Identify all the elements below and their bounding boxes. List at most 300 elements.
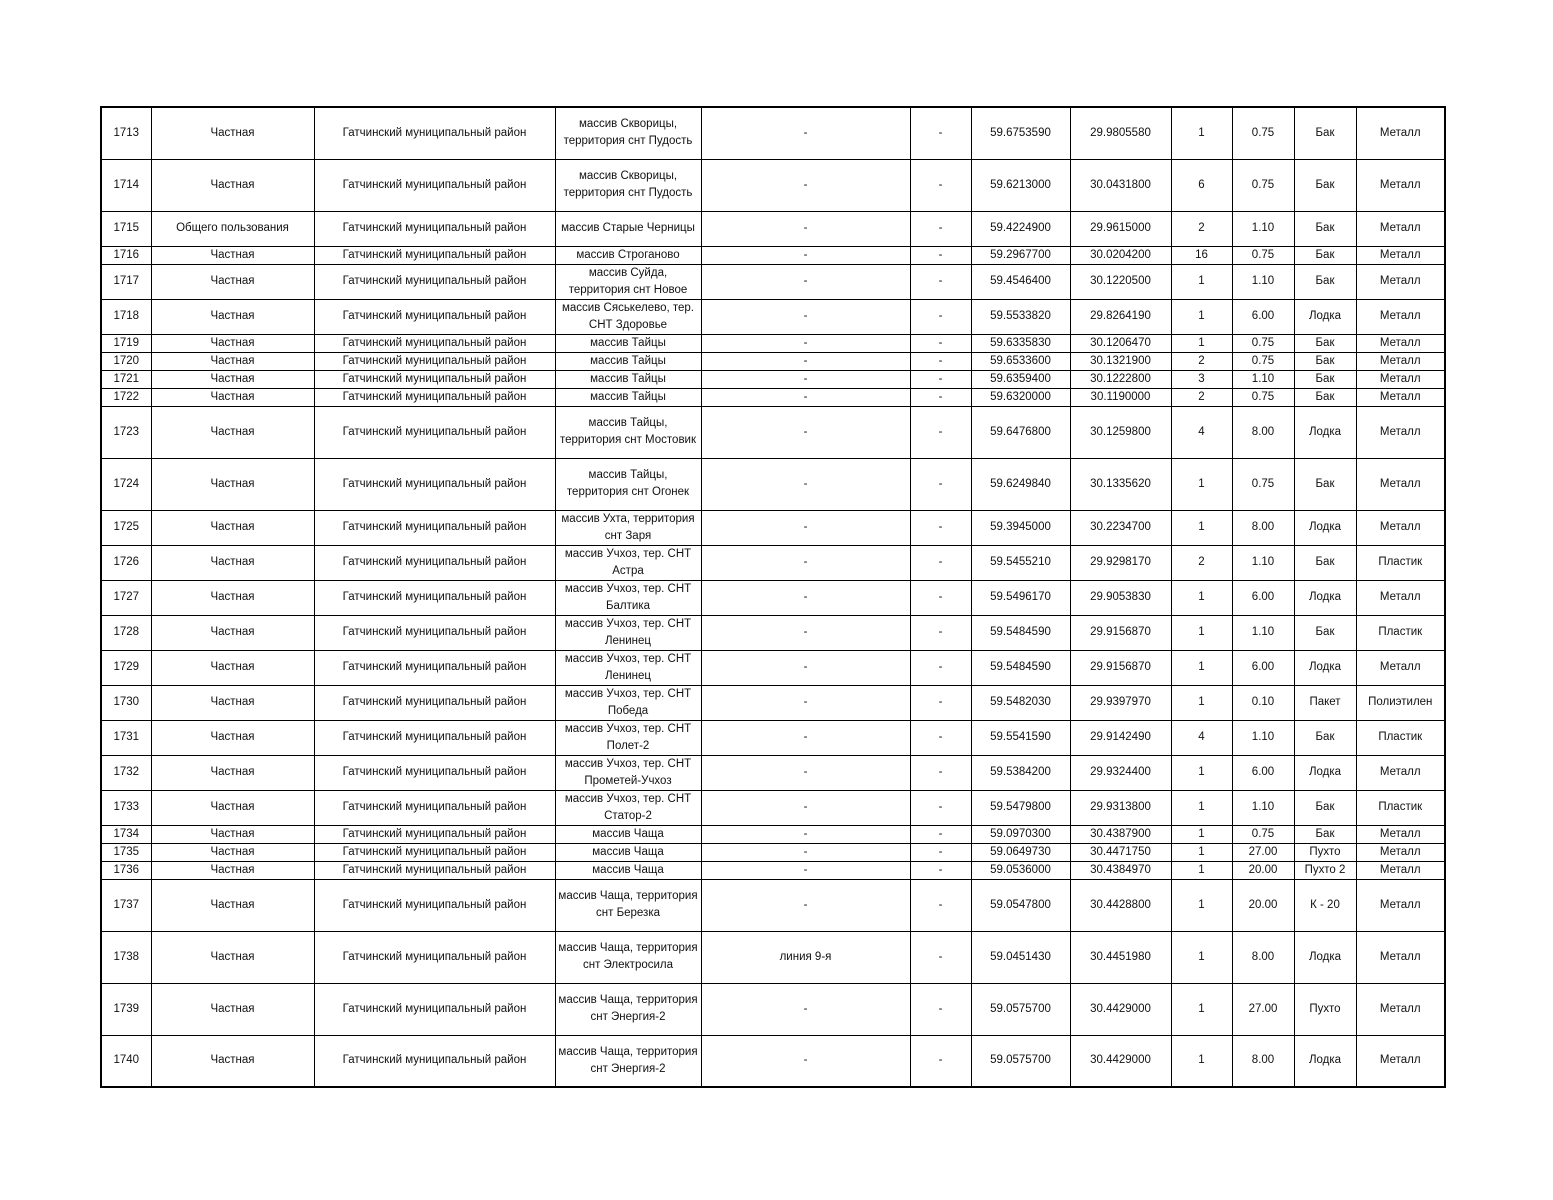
cell-row-number: 1716	[101, 246, 151, 264]
cell-volume: 27.00	[1232, 843, 1294, 861]
cell-location: массив Тайцы	[555, 370, 701, 388]
cell-location: массив Старые Черницы	[555, 211, 701, 246]
cell-container-count: 1	[1171, 931, 1232, 983]
cell-volume: 27.00	[1232, 983, 1294, 1035]
cell-volume: 6.00	[1232, 580, 1294, 615]
cell-house: -	[910, 790, 971, 825]
cell-container-count: 1	[1171, 107, 1232, 159]
cell-row-number: 1726	[101, 545, 151, 580]
cell-latitude: 59.0970300	[971, 825, 1070, 843]
cell-row-number: 1719	[101, 334, 151, 352]
cell-container-type: Бак	[1294, 107, 1356, 159]
cell-house: -	[910, 264, 971, 299]
cell-longitude: 30.4387900	[1070, 825, 1171, 843]
cell-container-count: 1	[1171, 264, 1232, 299]
cell-longitude: 30.1321900	[1070, 352, 1171, 370]
cell-street: -	[701, 388, 910, 406]
cell-ownership: Частная	[151, 264, 314, 299]
table-row	[101, 406, 1445, 458]
table-row	[101, 983, 1445, 1035]
cell-material: Металл	[1356, 983, 1445, 1035]
cell-location: массив Строганово	[555, 246, 701, 264]
cell-ownership: Частная	[151, 388, 314, 406]
cell-longitude: 29.9397970	[1070, 685, 1171, 720]
table-row	[101, 580, 1445, 615]
cell-container-type: Лодка	[1294, 510, 1356, 545]
table-row	[101, 879, 1445, 931]
cell-ownership: Частная	[151, 755, 314, 790]
cell-container-type: Бак	[1294, 211, 1356, 246]
cell-material: Пластик	[1356, 720, 1445, 755]
cell-longitude: 30.0204200	[1070, 246, 1171, 264]
cell-volume: 6.00	[1232, 755, 1294, 790]
table-row	[101, 352, 1445, 370]
cell-house: -	[910, 246, 971, 264]
cell-house: -	[910, 615, 971, 650]
cell-longitude: 30.4429000	[1070, 983, 1171, 1035]
cell-location: массив Ухта, территория снт Заря	[555, 510, 701, 545]
cell-container-type: Лодка	[1294, 406, 1356, 458]
cell-container-type: Бак	[1294, 790, 1356, 825]
cell-longitude: 30.4428800	[1070, 879, 1171, 931]
cell-row-number: 1725	[101, 510, 151, 545]
cell-district: Гатчинский муниципальный район	[314, 211, 555, 246]
cell-latitude: 59.0536000	[971, 861, 1070, 879]
cell-container-type: Бак	[1294, 264, 1356, 299]
cell-ownership: Частная	[151, 352, 314, 370]
cell-row-number: 1734	[101, 825, 151, 843]
cell-location: массив Тайцы, территория снт Мостовик	[555, 406, 701, 458]
cell-street: -	[701, 861, 910, 879]
cell-ownership: Частная	[151, 825, 314, 843]
cell-street: -	[701, 458, 910, 510]
cell-longitude: 30.1220500	[1070, 264, 1171, 299]
cell-latitude: 59.2967700	[971, 246, 1070, 264]
cell-location: массив Тайцы	[555, 388, 701, 406]
cell-ownership: Частная	[151, 685, 314, 720]
cell-location: массив Чаща, территория снт Энергия-2	[555, 1035, 701, 1087]
cell-latitude: 59.5484590	[971, 650, 1070, 685]
cell-district: Гатчинский муниципальный район	[314, 352, 555, 370]
cell-location: массив Тайцы	[555, 334, 701, 352]
cell-street: -	[701, 510, 910, 545]
cell-container-count: 4	[1171, 406, 1232, 458]
cell-street: -	[701, 352, 910, 370]
cell-latitude: 59.6249840	[971, 458, 1070, 510]
cell-house: -	[910, 755, 971, 790]
cell-ownership: Частная	[151, 1035, 314, 1087]
cell-row-number: 1721	[101, 370, 151, 388]
cell-ownership: Частная	[151, 159, 314, 211]
cell-container-type: Бак	[1294, 720, 1356, 755]
cell-longitude: 29.9324400	[1070, 755, 1171, 790]
table-row	[101, 107, 1445, 159]
cell-row-number: 1738	[101, 931, 151, 983]
cell-house: -	[910, 370, 971, 388]
cell-container-count: 3	[1171, 370, 1232, 388]
cell-street: -	[701, 545, 910, 580]
cell-container-count: 1	[1171, 510, 1232, 545]
cell-row-number: 1737	[101, 879, 151, 931]
cell-district: Гатчинский муниципальный район	[314, 159, 555, 211]
cell-house: -	[910, 406, 971, 458]
cell-material: Пластик	[1356, 545, 1445, 580]
cell-location: массив Учхоз, тер. СНТ Статор-2	[555, 790, 701, 825]
table-row	[101, 334, 1445, 352]
cell-material: Металл	[1356, 370, 1445, 388]
cell-house: -	[910, 211, 971, 246]
cell-volume: 0.75	[1232, 334, 1294, 352]
cell-district: Гатчинский муниципальный район	[314, 843, 555, 861]
cell-latitude: 59.4546400	[971, 264, 1070, 299]
cell-latitude: 59.5482030	[971, 685, 1070, 720]
cell-container-count: 16	[1171, 246, 1232, 264]
cell-street: -	[701, 299, 910, 334]
cell-material: Металл	[1356, 755, 1445, 790]
table-row	[101, 1035, 1445, 1087]
cell-house: -	[910, 861, 971, 879]
cell-ownership: Частная	[151, 580, 314, 615]
cell-ownership: Общего пользования	[151, 211, 314, 246]
cell-container-count: 1	[1171, 879, 1232, 931]
cell-latitude: 59.0575700	[971, 983, 1070, 1035]
cell-container-type: Пухто	[1294, 983, 1356, 1035]
cell-row-number: 1717	[101, 264, 151, 299]
cell-street: -	[701, 650, 910, 685]
cell-longitude: 30.1335620	[1070, 458, 1171, 510]
cell-row-number: 1722	[101, 388, 151, 406]
cell-district: Гатчинский муниципальный район	[314, 755, 555, 790]
cell-street: -	[701, 334, 910, 352]
cell-longitude: 29.9615000	[1070, 211, 1171, 246]
cell-container-count: 1	[1171, 650, 1232, 685]
cell-longitude: 29.9805580	[1070, 107, 1171, 159]
cell-material: Пластик	[1356, 790, 1445, 825]
cell-volume: 0.75	[1232, 107, 1294, 159]
cell-district: Гатчинский муниципальный район	[314, 107, 555, 159]
cell-ownership: Частная	[151, 843, 314, 861]
cell-ownership: Частная	[151, 545, 314, 580]
cell-container-type: Бак	[1294, 388, 1356, 406]
cell-row-number: 1715	[101, 211, 151, 246]
table-row	[101, 370, 1445, 388]
cell-street: -	[701, 843, 910, 861]
cell-street: -	[701, 1035, 910, 1087]
cell-location: массив Учхоз, тер. СНТ Ленинец	[555, 650, 701, 685]
cell-latitude: 59.6476800	[971, 406, 1070, 458]
cell-street: -	[701, 580, 910, 615]
cell-container-count: 1	[1171, 825, 1232, 843]
cell-material: Металл	[1356, 299, 1445, 334]
cell-location: массив Тайцы, территория снт Огонек	[555, 458, 701, 510]
cell-volume: 0.75	[1232, 159, 1294, 211]
cell-volume: 0.75	[1232, 825, 1294, 843]
cell-district: Гатчинский муниципальный район	[314, 650, 555, 685]
cell-row-number: 1720	[101, 352, 151, 370]
cell-house: -	[910, 510, 971, 545]
cell-street: -	[701, 685, 910, 720]
cell-volume: 8.00	[1232, 406, 1294, 458]
cell-district: Гатчинский муниципальный район	[314, 879, 555, 931]
table-row	[101, 790, 1445, 825]
cell-house: -	[910, 352, 971, 370]
cell-longitude: 30.4471750	[1070, 843, 1171, 861]
cell-street: -	[701, 879, 910, 931]
cell-volume: 0.75	[1232, 246, 1294, 264]
cell-container-count: 6	[1171, 159, 1232, 211]
cell-district: Гатчинский муниципальный район	[314, 458, 555, 510]
cell-house: -	[910, 931, 971, 983]
cell-location: массив Чаща, территория снт Энергия-2	[555, 983, 701, 1035]
cell-material: Металл	[1356, 388, 1445, 406]
cell-ownership: Частная	[151, 790, 314, 825]
cell-material: Металл	[1356, 406, 1445, 458]
cell-latitude: 59.0575700	[971, 1035, 1070, 1087]
cell-ownership: Частная	[151, 879, 314, 931]
cell-container-count: 2	[1171, 388, 1232, 406]
cell-district: Гатчинский муниципальный район	[314, 861, 555, 879]
cell-house: -	[910, 299, 971, 334]
cell-volume: 6.00	[1232, 650, 1294, 685]
cell-row-number: 1724	[101, 458, 151, 510]
cell-volume: 1.10	[1232, 720, 1294, 755]
cell-volume: 1.10	[1232, 370, 1294, 388]
cell-longitude: 30.4384970	[1070, 861, 1171, 879]
cell-material: Металл	[1356, 931, 1445, 983]
cell-location: массив Скворицы, территория снт Пудость	[555, 159, 701, 211]
cell-district: Гатчинский муниципальный район	[314, 825, 555, 843]
cell-location: массив Чаща, территория снт Березка	[555, 879, 701, 931]
cell-container-type: Пакет	[1294, 685, 1356, 720]
cell-street: -	[701, 370, 910, 388]
cell-material: Металл	[1356, 334, 1445, 352]
cell-container-type: Бак	[1294, 352, 1356, 370]
cell-longitude: 30.1259800	[1070, 406, 1171, 458]
cell-latitude: 59.0451430	[971, 931, 1070, 983]
cell-street: -	[701, 264, 910, 299]
cell-district: Гатчинский муниципальный район	[314, 1035, 555, 1087]
cell-house: -	[910, 107, 971, 159]
cell-location: массив Чаща	[555, 843, 701, 861]
cell-row-number: 1729	[101, 650, 151, 685]
cell-container-type: Лодка	[1294, 1035, 1356, 1087]
cell-location: массив Учхоз, тер. СНТ Победа	[555, 685, 701, 720]
cell-volume: 6.00	[1232, 299, 1294, 334]
cell-latitude: 59.5541590	[971, 720, 1070, 755]
cell-ownership: Частная	[151, 370, 314, 388]
cell-row-number: 1736	[101, 861, 151, 879]
cell-district: Гатчинский муниципальный район	[314, 580, 555, 615]
cell-volume: 8.00	[1232, 1035, 1294, 1087]
cell-container-type: Лодка	[1294, 931, 1356, 983]
cell-location: массив Тайцы	[555, 352, 701, 370]
cell-district: Гатчинский муниципальный район	[314, 299, 555, 334]
cell-volume: 0.10	[1232, 685, 1294, 720]
cell-ownership: Частная	[151, 510, 314, 545]
table-row	[101, 720, 1445, 755]
cell-district: Гатчинский муниципальный район	[314, 334, 555, 352]
cell-district: Гатчинский муниципальный район	[314, 615, 555, 650]
cell-longitude: 30.4429000	[1070, 1035, 1171, 1087]
cell-ownership: Частная	[151, 650, 314, 685]
cell-ownership: Частная	[151, 615, 314, 650]
cell-container-type: Лодка	[1294, 755, 1356, 790]
cell-row-number: 1730	[101, 685, 151, 720]
cell-latitude: 59.3945000	[971, 510, 1070, 545]
cell-container-count: 1	[1171, 615, 1232, 650]
cell-row-number: 1732	[101, 755, 151, 790]
cell-district: Гатчинский муниципальный район	[314, 388, 555, 406]
cell-location: массив Суйда, территория снт Новое	[555, 264, 701, 299]
cell-ownership: Частная	[151, 720, 314, 755]
cell-ownership: Частная	[151, 246, 314, 264]
cell-district: Гатчинский муниципальный район	[314, 983, 555, 1035]
cell-ownership: Частная	[151, 406, 314, 458]
cell-latitude: 59.6359400	[971, 370, 1070, 388]
cell-container-type: Бак	[1294, 458, 1356, 510]
cell-material: Металл	[1356, 510, 1445, 545]
cell-street: -	[701, 159, 910, 211]
cell-longitude: 30.2234700	[1070, 510, 1171, 545]
cell-volume: 1.10	[1232, 264, 1294, 299]
cell-street: -	[701, 211, 910, 246]
cell-location: массив Учхоз, тер. СНТ Полет-2	[555, 720, 701, 755]
cell-container-type: К - 20	[1294, 879, 1356, 931]
cell-district: Гатчинский муниципальный район	[314, 790, 555, 825]
cell-location: массив Учхоз, тер. СНТ Астра	[555, 545, 701, 580]
cell-house: -	[910, 1035, 971, 1087]
cell-volume: 0.75	[1232, 352, 1294, 370]
table-row	[101, 931, 1445, 983]
cell-container-count: 1	[1171, 790, 1232, 825]
table-row	[101, 510, 1445, 545]
cell-row-number: 1740	[101, 1035, 151, 1087]
cell-ownership: Частная	[151, 299, 314, 334]
cell-volume: 1.10	[1232, 211, 1294, 246]
table-row	[101, 615, 1445, 650]
cell-street: -	[701, 720, 910, 755]
table-row	[101, 545, 1445, 580]
cell-street: линия 9-я	[701, 931, 910, 983]
cell-material: Металл	[1356, 861, 1445, 879]
cell-volume: 0.75	[1232, 388, 1294, 406]
cell-volume: 1.10	[1232, 615, 1294, 650]
cell-longitude: 30.1206470	[1070, 334, 1171, 352]
cell-house: -	[910, 843, 971, 861]
cell-row-number: 1731	[101, 720, 151, 755]
cell-longitude: 29.8264190	[1070, 299, 1171, 334]
cell-container-type: Пухто	[1294, 843, 1356, 861]
cell-ownership: Частная	[151, 861, 314, 879]
cell-district: Гатчинский муниципальный район	[314, 246, 555, 264]
cell-container-count: 2	[1171, 545, 1232, 580]
cell-container-type: Бак	[1294, 370, 1356, 388]
cell-ownership: Частная	[151, 931, 314, 983]
cell-container-type: Бак	[1294, 159, 1356, 211]
cell-container-count: 1	[1171, 983, 1232, 1035]
cell-container-count: 1	[1171, 685, 1232, 720]
cell-longitude: 30.4451980	[1070, 931, 1171, 983]
cell-location: массив Учхоз, тер. СНТ Балтика	[555, 580, 701, 615]
table-row	[101, 388, 1445, 406]
cell-latitude: 59.6213000	[971, 159, 1070, 211]
cell-row-number: 1739	[101, 983, 151, 1035]
cell-material: Металл	[1356, 352, 1445, 370]
cell-material: Металл	[1356, 650, 1445, 685]
cell-container-type: Лодка	[1294, 580, 1356, 615]
cell-street: -	[701, 406, 910, 458]
cell-ownership: Частная	[151, 107, 314, 159]
cell-district: Гатчинский муниципальный район	[314, 685, 555, 720]
cell-container-count: 1	[1171, 458, 1232, 510]
cell-location: массив Чаща	[555, 861, 701, 879]
cell-longitude: 29.9156870	[1070, 615, 1171, 650]
cell-material: Металл	[1356, 825, 1445, 843]
cell-district: Гатчинский муниципальный район	[314, 406, 555, 458]
table-row	[101, 211, 1445, 246]
containers-table	[100, 106, 1446, 1088]
cell-volume: 20.00	[1232, 879, 1294, 931]
cell-row-number: 1714	[101, 159, 151, 211]
cell-latitude: 59.6533600	[971, 352, 1070, 370]
cell-container-type: Лодка	[1294, 299, 1356, 334]
cell-material: Металл	[1356, 264, 1445, 299]
cell-district: Гатчинский муниципальный район	[314, 545, 555, 580]
cell-row-number: 1728	[101, 615, 151, 650]
cell-row-number: 1735	[101, 843, 151, 861]
table-row	[101, 264, 1445, 299]
cell-district: Гатчинский муниципальный район	[314, 264, 555, 299]
cell-container-count: 4	[1171, 720, 1232, 755]
cell-material: Металл	[1356, 211, 1445, 246]
cell-latitude: 59.0649730	[971, 843, 1070, 861]
cell-volume: 20.00	[1232, 861, 1294, 879]
cell-house: -	[910, 825, 971, 843]
cell-longitude: 29.9142490	[1070, 720, 1171, 755]
cell-container-type: Бак	[1294, 615, 1356, 650]
cell-container-count: 1	[1171, 861, 1232, 879]
cell-latitude: 59.5484590	[971, 615, 1070, 650]
cell-volume: 8.00	[1232, 510, 1294, 545]
cell-material: Металл	[1356, 879, 1445, 931]
cell-material: Металл	[1356, 1035, 1445, 1087]
cell-street: -	[701, 107, 910, 159]
cell-container-type: Бак	[1294, 246, 1356, 264]
cell-volume: 8.00	[1232, 931, 1294, 983]
cell-house: -	[910, 720, 971, 755]
cell-volume: 0.75	[1232, 458, 1294, 510]
cell-material: Пластик	[1356, 615, 1445, 650]
table-row	[101, 650, 1445, 685]
cell-row-number: 1733	[101, 790, 151, 825]
cell-latitude: 59.6753590	[971, 107, 1070, 159]
cell-longitude: 29.9156870	[1070, 650, 1171, 685]
cell-container-count: 1	[1171, 334, 1232, 352]
cell-location: массив Учхоз, тер. СНТ Ленинец	[555, 615, 701, 650]
table-row	[101, 825, 1445, 843]
cell-container-count: 2	[1171, 211, 1232, 246]
cell-district: Гатчинский муниципальный район	[314, 720, 555, 755]
cell-ownership: Частная	[151, 334, 314, 352]
cell-house: -	[910, 580, 971, 615]
cell-container-type: Бак	[1294, 545, 1356, 580]
cell-row-number: 1718	[101, 299, 151, 334]
cell-longitude: 29.9313800	[1070, 790, 1171, 825]
cell-house: -	[910, 879, 971, 931]
cell-latitude: 59.5384200	[971, 755, 1070, 790]
cell-latitude: 59.5496170	[971, 580, 1070, 615]
cell-street: -	[701, 983, 910, 1035]
